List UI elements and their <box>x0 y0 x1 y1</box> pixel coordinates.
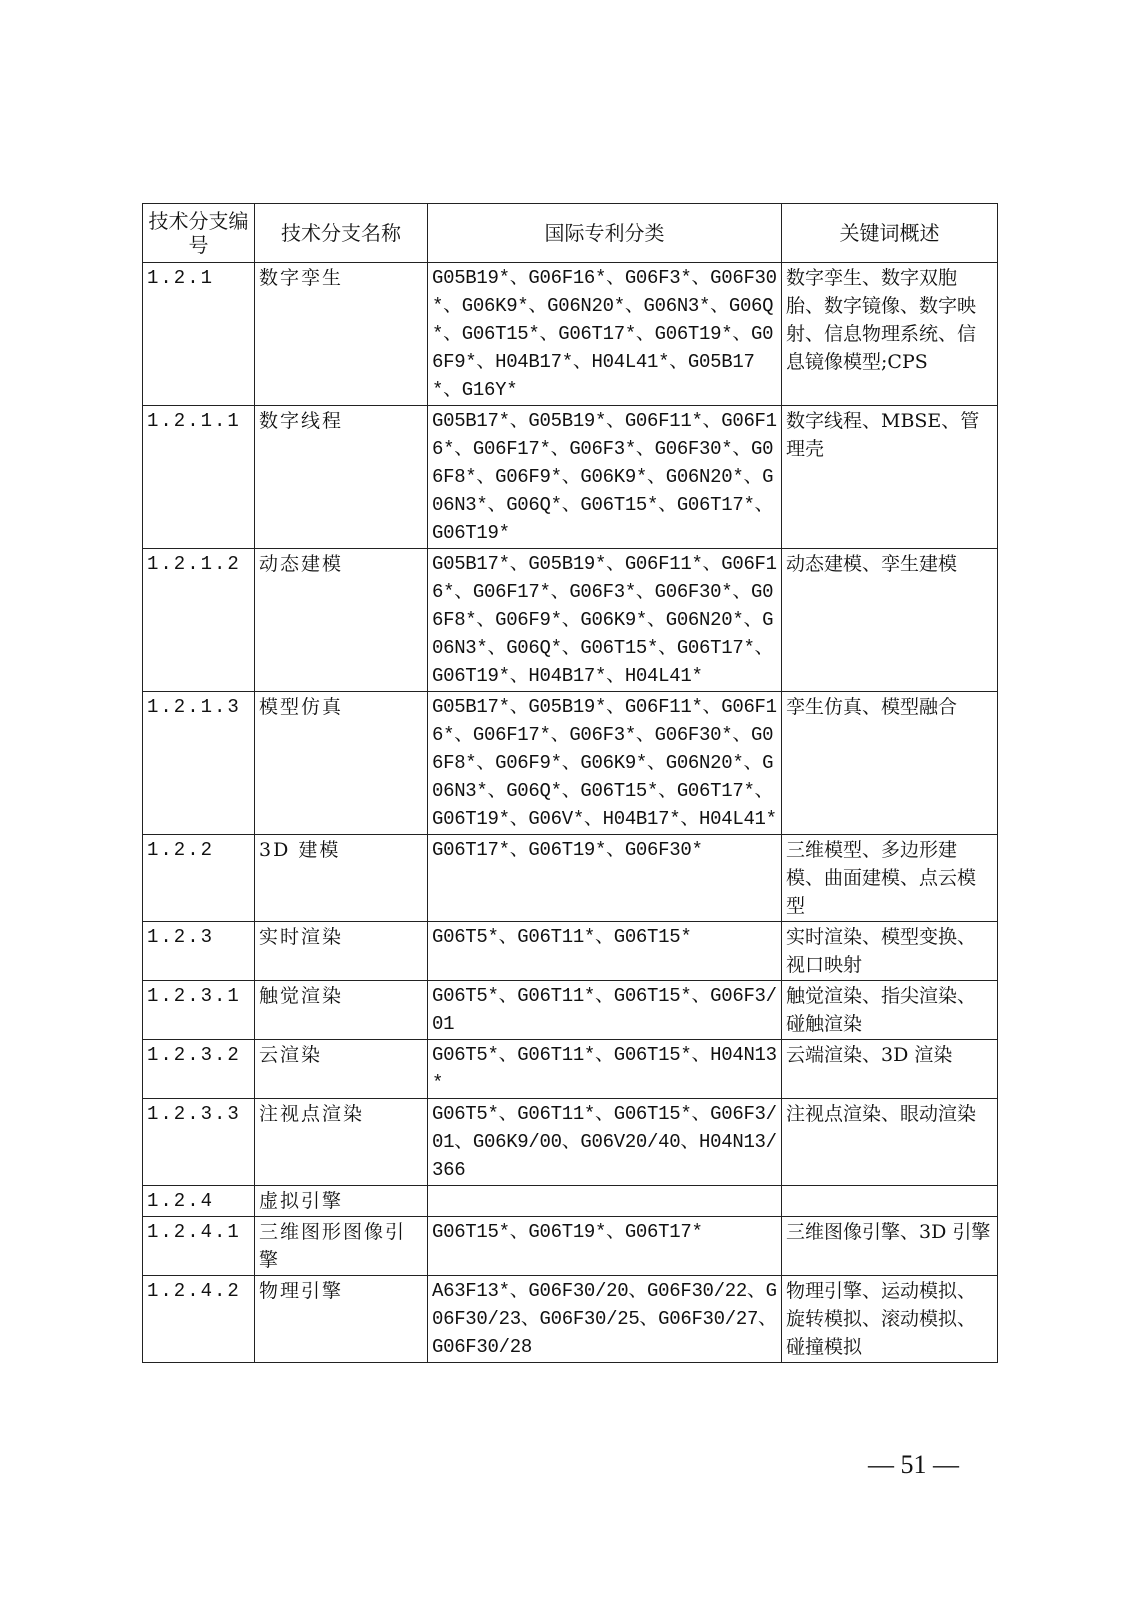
ipc-cell: G05B17*、G05B19*、G06F11*、G06F16*、G06F17*、G06F3*、G06F30*、G06F8*、G06F9*、G06K9*、G06N20*、G06N3*、G06Q*、G06T15*、G06T17*、G06T19*、G06V*、H04B17*、H04L41* <box>428 692 782 835</box>
table-row <box>143 1186 998 1217</box>
table-row <box>143 1217 998 1276</box>
table-row <box>143 263 998 406</box>
ipc-cell: G06T5*、G06T11*、G06T15*、H04N13* <box>428 1040 782 1099</box>
keywords-cell: 数字线程、MBSE、管理壳 <box>782 406 998 549</box>
branch-name-cell: 模型仿真 <box>255 692 428 835</box>
table-row <box>143 549 998 692</box>
table-row <box>143 922 998 981</box>
keywords-cell: 注视点渲染、眼动渲染 <box>782 1099 998 1186</box>
branch-code-cell: 1.2.1 <box>143 263 255 406</box>
branch-name-cell: 云渲染 <box>255 1040 428 1099</box>
header-keywords: 关键词概述 <box>782 204 998 263</box>
ipc-cell: G06T5*、G06T11*、G06T15*、G06F3/01 <box>428 981 782 1040</box>
keywords-cell: 三维图像引擎、3D 引擎 <box>782 1217 998 1276</box>
table-row <box>143 835 998 922</box>
table-row <box>143 692 998 835</box>
ipc-cell: A63F13*、G06F30/20、G06F30/22、G06F30/23、G06F30/25、G06F30/27、G06F30/28 <box>428 1276 782 1363</box>
table-row <box>143 1040 998 1099</box>
ipc-cell: G05B19*、G06F16*、G06F3*、G06F30*、G06K9*、G06N20*、G06N3*、G06Q*、G06T15*、G06T17*、G06T19*、G06F9*、H04B17*、H04L41*、G05B17*、G16Y* <box>428 263 782 406</box>
keywords-cell: 实时渲染、模型变换、视口映射 <box>782 922 998 981</box>
branch-code-cell: 1.2.1.3 <box>143 692 255 835</box>
branch-name-cell: 物理引擎 <box>255 1276 428 1363</box>
ipc-cell: G06T17*、G06T19*、G06F30* <box>428 835 782 922</box>
branch-code-cell: 1.2.3.2 <box>143 1040 255 1099</box>
keywords-cell: 触觉渲染、指尖渲染、碰触渲染 <box>782 981 998 1040</box>
ipc-cell: G06T15*、G06T19*、G06T17* <box>428 1217 782 1276</box>
branch-name-cell: 虚拟引擎 <box>255 1186 428 1217</box>
page-number: — 51 — <box>868 1450 959 1479</box>
table-row <box>143 1099 998 1186</box>
branch-code-cell: 1.2.2 <box>143 835 255 922</box>
branch-name-cell: 动态建模 <box>255 549 428 692</box>
ipc-cell: G05B17*、G05B19*、G06F11*、G06F16*、G06F17*、G06F3*、G06F30*、G06F8*、G06F9*、G06K9*、G06N20*、G06N3*、G06Q*、G06T15*、G06T17*、G06T19* <box>428 406 782 549</box>
branch-code-cell: 1.2.3.3 <box>143 1099 255 1186</box>
table-row <box>143 1276 998 1363</box>
branch-name-cell: 数字孪生 <box>255 263 428 406</box>
ipc-cell: G06T5*、G06T11*、G06T15* <box>428 922 782 981</box>
ipc-cell: G06T5*、G06T11*、G06T15*、G06F3/01、G06K9/00、G06V20/40、H04N13/366 <box>428 1099 782 1186</box>
branch-code-cell: 1.2.4.2 <box>143 1276 255 1363</box>
patent-classification-table <box>142 203 998 1363</box>
keywords-cell <box>782 1186 998 1217</box>
ipc-cell <box>428 1186 782 1217</box>
branch-code-cell: 1.2.3 <box>143 922 255 981</box>
keywords-cell: 三维模型、多边形建模、曲面建模、点云模型 <box>782 835 998 922</box>
table-row <box>143 981 998 1040</box>
branch-code-cell: 1.2.3.1 <box>143 981 255 1040</box>
branch-code-cell: 1.2.1.1 <box>143 406 255 549</box>
branch-name-cell: 实时渲染 <box>255 922 428 981</box>
header-branch-name: 技术分支名称 <box>255 204 428 263</box>
ipc-cell: G05B17*、G05B19*、G06F11*、G06F16*、G06F17*、G06F3*、G06F30*、G06F8*、G06F9*、G06K9*、G06N20*、G06N3*、G06Q*、G06T15*、G06T17*、G06T19*、H04B17*、H04L41* <box>428 549 782 692</box>
keywords-cell: 云端渲染、3D 渲染 <box>782 1040 998 1099</box>
branch-name-cell: 数字线程 <box>255 406 428 549</box>
branch-name-cell: 三维图形图像引擎 <box>255 1217 428 1276</box>
branch-code-cell: 1.2.4.1 <box>143 1217 255 1276</box>
branch-code-cell: 1.2.4 <box>143 1186 255 1217</box>
header-branch-code: 技术分支编号 <box>143 204 255 263</box>
header-ipc: 国际专利分类 <box>428 204 782 263</box>
keywords-cell: 物理引擎、运动模拟、旋转模拟、滚动模拟、碰撞模拟 <box>782 1276 998 1363</box>
branch-code-cell: 1.2.1.2 <box>143 549 255 692</box>
branch-name-cell: 3D 建模 <box>255 835 428 922</box>
branch-name-cell: 注视点渲染 <box>255 1099 428 1186</box>
keywords-cell: 动态建模、孪生建模 <box>782 549 998 692</box>
table-row <box>143 406 998 549</box>
keywords-cell: 孪生仿真、模型融合 <box>782 692 998 835</box>
keywords-cell: 数字孪生、数字双胞胎、数字镜像、数字映射、信息物理系统、信息镜像模型;CPS <box>782 263 998 406</box>
branch-name-cell: 触觉渲染 <box>255 981 428 1040</box>
table-header-row <box>143 204 998 263</box>
